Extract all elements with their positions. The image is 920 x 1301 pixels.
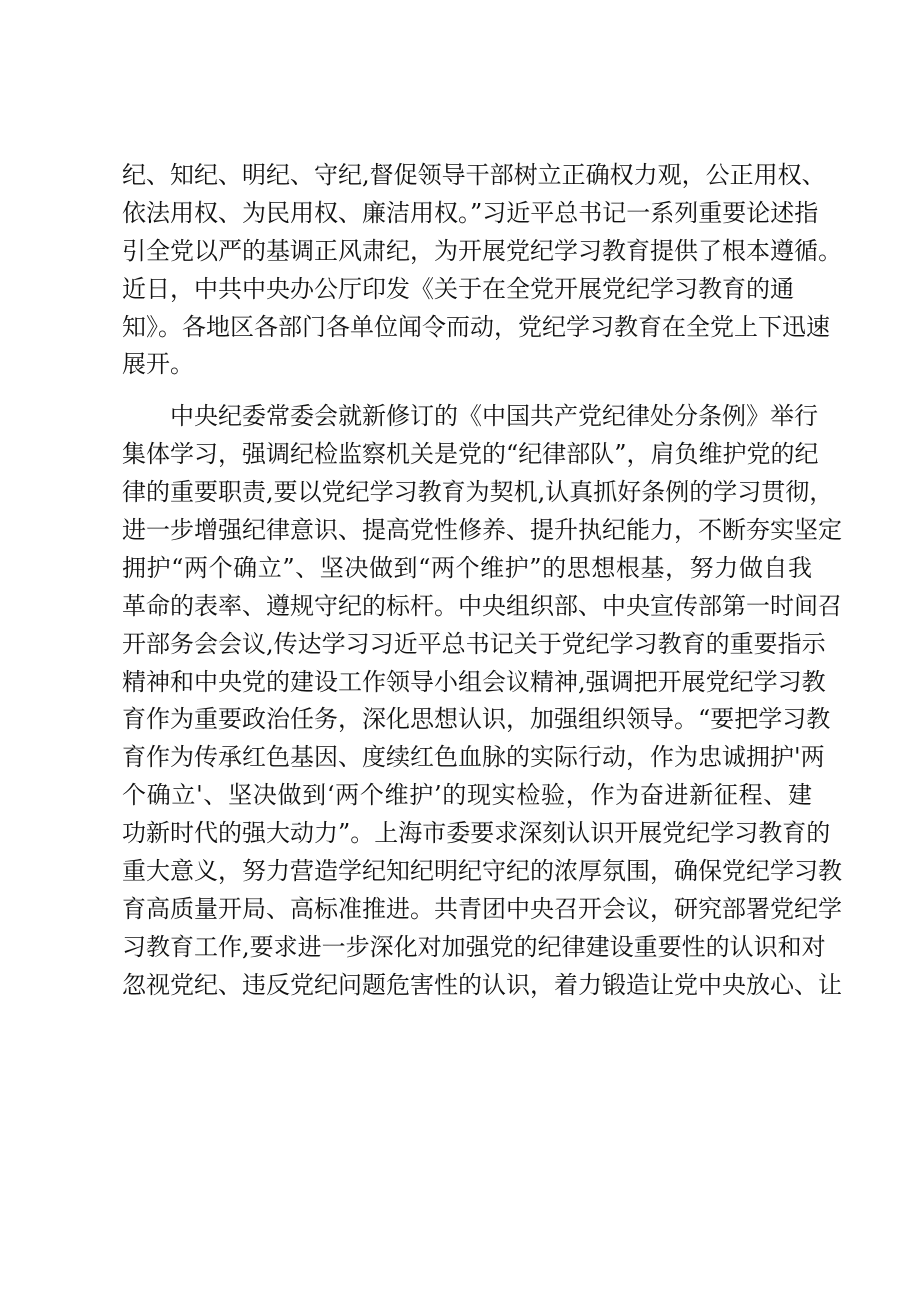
- text-line: 近日，中共中央办公厅印发《关于在全党开展党纪学习教育的通: [122, 274, 794, 303]
- text-line: 引全党以严的基调正风肃纪，为开展党纪学习教育提供了根本遵循。: [122, 236, 842, 265]
- text-line: 集体学习，强调纪检监察机关是党的“纪律部队”，肩负维护党的纪: [122, 440, 819, 469]
- paragraph-2: [122, 398, 842, 1004]
- text-line: 育高质量开局、高标准推进。共青团中央召开会议，研究部署党纪学: [122, 894, 842, 923]
- text-line: 律的重要职责,要以党纪学习教育为契机,认真抓好条例的学习贯彻，: [122, 478, 834, 507]
- text-line: 功新时代的强大动力”。上海市委要求深刻认识开展党纪学习教育的: [122, 819, 831, 848]
- text-line: 育作为传承红色基因、度续红色血脉的实际行动，作为忠诚拥护'两: [122, 743, 825, 772]
- text-line: 拥护“两个确立”、坚决做到“两个维护”的思想根基，努力做自我: [122, 553, 812, 582]
- text-line: 习教育工作,要求进一步深化对加强党的纪律建设重要性的认识和对: [122, 932, 826, 961]
- text-line: 重大意义，努力营造学纪知纪明纪守纪的浓厚氛围，确保党纪学习教: [122, 857, 842, 886]
- text-line: 育作为重要政治任务，深化思想认识，加强组织领导。“要把学习教: [122, 705, 831, 734]
- paragraph-1: [122, 157, 842, 384]
- text-line: 纪、知纪、明纪、守纪,督促领导干部树立正确权力观，公正用权、: [122, 161, 826, 189]
- document-body: [122, 157, 842, 1005]
- text-line: 开部务会会议,传达学习习近平总书记关于党纪学习教育的重要指示: [122, 629, 826, 658]
- text-line: 个确立'、坚决做到‘两个维护’的现实检验，作为奋进新征程、建: [122, 781, 812, 810]
- text-line: 进一步增强纪律意识、提高党性修养、提升执纪能力，不断夯实坚定: [122, 516, 842, 545]
- text-line: 依法用权、为民用权、廉洁用权。”习近平总书记一系列重要论述指: [122, 198, 819, 227]
- text-line: 展开。: [122, 350, 194, 379]
- text-line-indented: 中央纪委常委会就新修订的《中国共产党纪律处分条例》举行: [170, 402, 818, 431]
- text-line: 革命的表率、遵规守纪的标杆。中央组织部、中央宣传部第一时间召: [122, 591, 842, 620]
- text-line: 知》。各地区各部门各单位闻令而动，党纪学习教育在全党上下迅速: [122, 312, 830, 341]
- text-line: 精神和中央党的建设工作领导小组会议精神,强调把开展党纪学习教: [122, 667, 826, 696]
- text-line: 忽视党纪、违反党纪问题危害性的认识，着力锻造让党中央放心、让: [122, 970, 842, 999]
